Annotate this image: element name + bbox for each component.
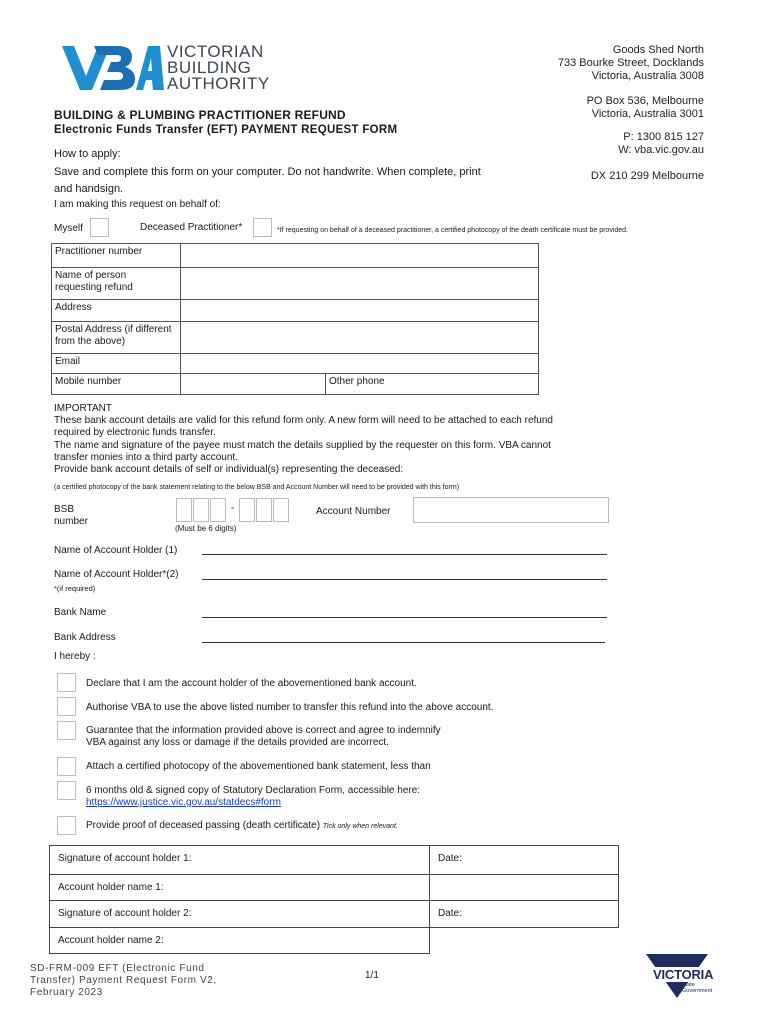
death-certificate-label: Provide proof of deceased passing (death certificate) (86, 820, 321, 831)
government-text: Government (682, 988, 713, 994)
name1-spacer (430, 875, 619, 901)
postal-address-field[interactable] (181, 322, 539, 354)
name2-cell[interactable] (50, 928, 430, 954)
bank-name-label: Bank Name (54, 607, 107, 618)
contact-details (618, 131, 704, 157)
address-line-2: 733 Bourke Street, Docklands (557, 57, 704, 69)
bsb-digit-1[interactable] (176, 498, 192, 522)
authorise-text: Authorise VBA to use the above listed number to transfer this refund into the above account. (86, 702, 494, 713)
dx-text: DX 210 299 Melbourne (590, 170, 704, 182)
postal-address (587, 95, 704, 121)
date1-cell[interactable] (430, 846, 619, 875)
phone-text: P: 1300 815 127 (623, 131, 704, 143)
bank-statement-note: (a certified photocopy of the bank statement relating to the below BSB and Account Number will need to be provided with this form) (54, 484, 460, 491)
instructions-line-1: Save and complete this form on your computer. Do not handwrite. When complete, print (54, 166, 481, 178)
statdec-text (86, 785, 420, 809)
signature-table (49, 845, 619, 954)
deceased-note: *If requesting on behalf of a deceased practitioner, a certified photocopy of the death certificate must be provided. (277, 227, 628, 234)
statdec-checkbox[interactable] (57, 781, 76, 800)
holder1-field[interactable] (202, 554, 607, 555)
po-line-2: Victoria, Australia 3001 (591, 108, 704, 120)
sig2-label: Signature of account holder 2: (58, 908, 192, 919)
form-code (30, 963, 217, 999)
holder1-label: Name of Account Holder (1) (54, 545, 178, 556)
vba-logo (60, 40, 270, 96)
death-certificate-text (86, 820, 398, 831)
date1-label: Date: (438, 853, 462, 864)
page-number: 1/1 (365, 970, 379, 981)
address-line-3: Victoria, Australia 3008 (591, 70, 704, 82)
guarantee-text (86, 725, 441, 749)
other-phone-cell[interactable] (326, 374, 539, 395)
guarantee-checkbox[interactable] (57, 721, 76, 740)
other-phone-label: Other phone (329, 376, 385, 387)
guarantee-line-1: Guarantee that the information provided above is correct and agree to indemnify (86, 725, 441, 736)
holder2-field[interactable] (202, 579, 607, 580)
myself-checkbox[interactable] (90, 218, 109, 237)
if-required-note: *(if required) (54, 584, 96, 593)
address-label: Address (52, 300, 181, 322)
state-text: State (682, 982, 695, 988)
behalf-label: I am making this request on behalf of: (54, 199, 221, 210)
guarantee-line-2: VBA against any loss or damage if the details provided are incorrect. (86, 737, 389, 748)
mobile-label: Mobile number (52, 374, 181, 395)
deceased-checkbox[interactable] (253, 218, 272, 237)
form-code-line-3: February 2023 (30, 987, 103, 998)
hereby-label: I hereby : (54, 651, 96, 662)
logo-line-victorian: VICTORIAN (167, 42, 264, 61)
bank-address-field[interactable] (202, 642, 605, 643)
requester-name-label (52, 268, 181, 300)
myself-label: Myself (54, 223, 83, 234)
how-to-apply: How to apply: (54, 148, 121, 160)
holder2-label: Name of Account Holder*(2) (54, 569, 179, 580)
logo-line-building: BUILDING (167, 58, 252, 77)
authorise-checkbox[interactable] (57, 697, 76, 716)
name2-label: Account holder name 2: (58, 935, 164, 946)
requester-name-line-2: requesting refund (55, 282, 133, 293)
deceased-label: Deceased Practitioner* (140, 222, 243, 233)
bsb-label (54, 504, 88, 528)
postal-label-line-1: Postal Address (if different (55, 324, 172, 335)
account-number-label: Account Number (316, 506, 391, 517)
attach-statement-checkbox[interactable] (57, 757, 76, 776)
form-code-line-2: Transfer) Payment Request Form V2, (30, 975, 217, 986)
email-label: Email (52, 354, 181, 374)
office-address (558, 44, 704, 83)
declare-holder-checkbox[interactable] (57, 673, 76, 692)
form-subtitle: Electronic Funds Transfer (EFT) PAYMENT REQUEST FORM (54, 124, 398, 136)
mobile-field[interactable] (181, 374, 326, 395)
date2-label: Date: (438, 908, 462, 919)
name1-label: Account holder name 1: (58, 882, 164, 893)
bsb-digit-6[interactable] (273, 498, 289, 522)
tick-only-note: Tick only when relevant. (322, 823, 398, 830)
email-field[interactable] (181, 354, 539, 374)
state-government-text (682, 982, 712, 994)
victoria-wordmark: VICTORIA (653, 967, 714, 982)
bank-name-field[interactable] (202, 617, 607, 618)
po-line-1: PO Box 536, Melbourne (586, 95, 704, 107)
practitioner-details-table (51, 243, 539, 395)
practitioner-number-label: Practitioner number (52, 244, 181, 268)
practitioner-number-field[interactable] (181, 244, 539, 268)
account-number-field[interactable] (413, 497, 609, 523)
attach-statement-text: Attach a certified photocopy of the abovementioned bank statement, less than (86, 761, 431, 772)
bsb-digits-note: (Must be 6 digits) (175, 524, 237, 533)
important-p2-line1: The name and signature of the payee must match the details supplied by the requester on this form. VBA cannot (54, 440, 551, 451)
postal-address-label (52, 322, 181, 354)
address-field[interactable] (181, 300, 539, 322)
requester-name-line-1: Name of person (55, 270, 127, 281)
bsb-label-line-1: BSB (54, 504, 75, 515)
declare-holder-text: Declare that I am the account holder of the abovementioned bank account. (86, 678, 417, 689)
important-section (54, 403, 553, 476)
sig2-cell[interactable] (50, 901, 430, 928)
bank-address-label: Bank Address (54, 632, 116, 643)
important-heading: IMPORTANT (54, 403, 112, 414)
form-code-line-1: SD-FRM-009 EFT (Electronic Fund (30, 963, 205, 974)
sig1-cell[interactable] (50, 846, 430, 875)
name1-cell[interactable] (50, 875, 430, 901)
important-p1-line2: required by electronic funds transfer. (54, 427, 216, 438)
bsb-digit-2[interactable] (193, 498, 209, 522)
postal-label-line-2: from the above) (55, 336, 126, 347)
vba-logo-mark (60, 40, 165, 96)
logo-line-authority: AUTHORITY (167, 74, 270, 93)
statdec-link[interactable]: https://www.justice.vic.gov.au/statdecs#form (86, 797, 281, 808)
date2-cell[interactable] (430, 901, 619, 928)
death-certificate-checkbox[interactable] (57, 816, 76, 835)
bsb-digit-5[interactable] (256, 498, 272, 522)
name2-spacer (430, 928, 619, 954)
form-title: BUILDING & PLUMBING PRACTITIONER REFUND (54, 108, 346, 122)
bsb-digit-4[interactable] (239, 498, 255, 522)
statdec-line: 6 months old & signed copy of Statutory Declaration Form, accessible here: (86, 785, 421, 796)
bsb-label-line-2: number (54, 516, 88, 527)
instructions-line-2: and handsign. (54, 183, 124, 195)
bsb-digit-3[interactable] (210, 498, 226, 522)
bsb-dash: - (231, 503, 235, 514)
important-p3: Provide bank account details of self or individual(s) representing the deceased: (54, 464, 404, 475)
important-p1-line1: These bank account details are valid for this refund form only. A new form will need to be attached to each refund (54, 415, 553, 426)
important-p2-line2: transfer monies into a third party account. (54, 452, 238, 463)
victoria-gov-logo (644, 953, 728, 999)
address-line-1: Goods Shed North (612, 44, 704, 56)
requester-name-field[interactable] (181, 268, 539, 300)
web-text: W: vba.vic.gov.au (618, 144, 704, 156)
sig1-label: Signature of account holder 1: (58, 853, 192, 864)
